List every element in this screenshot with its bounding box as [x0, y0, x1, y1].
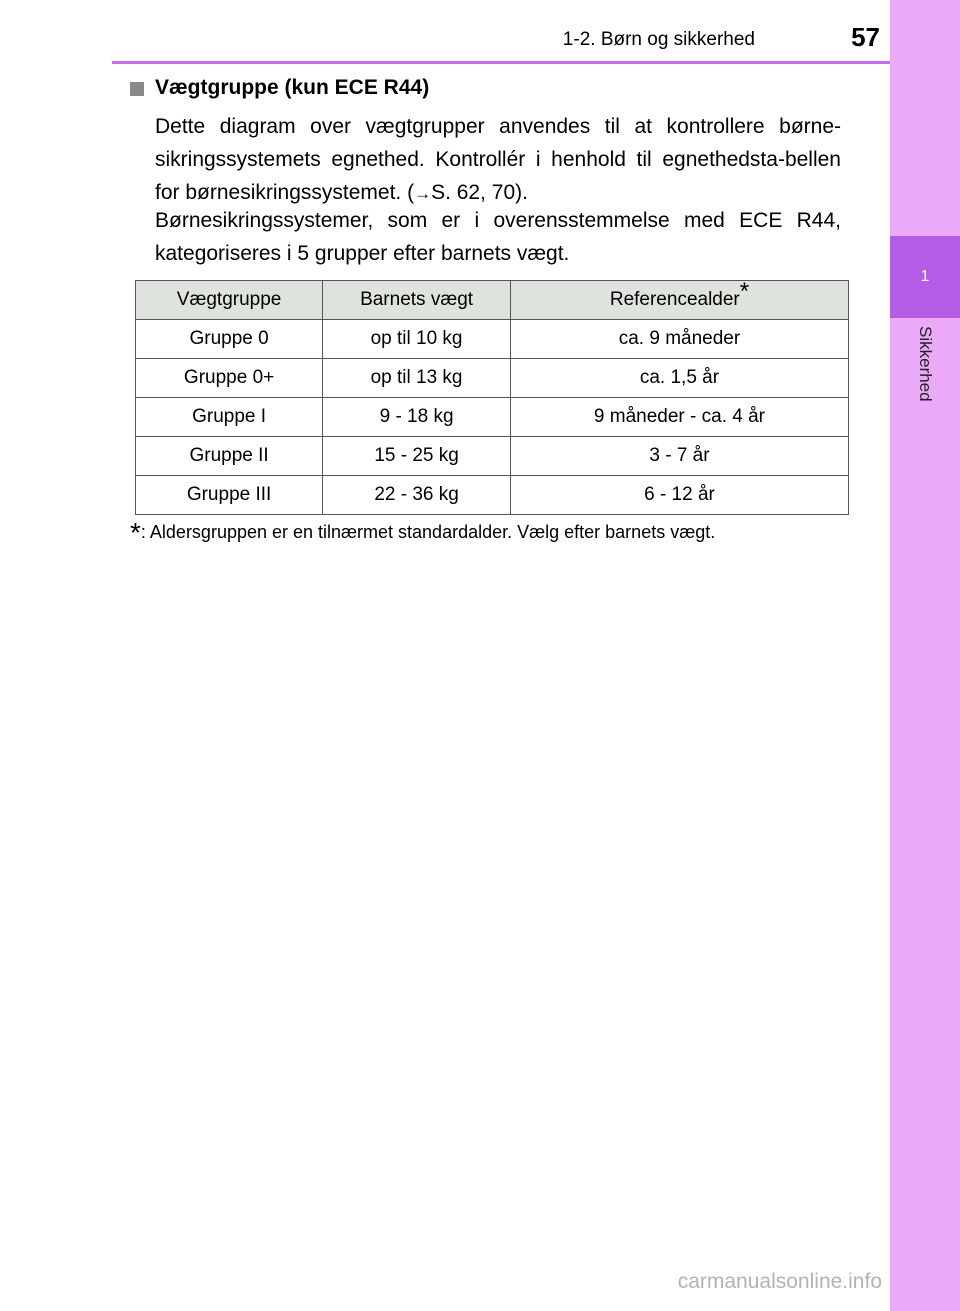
table-cell: op til 10 kg [323, 320, 511, 359]
table-header-cell [510, 278, 848, 320]
page-reference[interactable]: S. 62, 70). [431, 181, 528, 204]
table-row [136, 359, 849, 398]
running-header-title: 1-2. Børn og sikkerhed [562, 29, 755, 50]
table-header-cell [136, 281, 323, 320]
table-row [136, 398, 849, 437]
table-cell: Gruppe I [136, 398, 323, 437]
weight-group-table [135, 280, 849, 515]
footnote-marker: * [130, 517, 141, 548]
table-row [136, 437, 849, 476]
paragraph-intro-text: Dette diagram over vægtgrupper anvendes til at kontrollere børne-sikringssystemets egnethed. Kontrollér i henhold til egnethedsta-bellen for børnesikringssystemet. ( [155, 115, 841, 204]
side-tab-chapter-number: 1 [890, 236, 960, 318]
table-cell: Gruppe 0+ [136, 359, 323, 398]
watermark: carmanualsonline.info [677, 1270, 882, 1293]
section-heading: Vægtgruppe (kun ECE R44) [155, 76, 430, 99]
table-header-cell [323, 281, 511, 320]
table-cell: 9 måneder - ca. 4 år [510, 398, 848, 437]
header-weight-group: Vægtgruppe [176, 289, 282, 310]
table-cell: Gruppe 0 [136, 320, 323, 359]
table-cell: 15 - 25 kg [323, 437, 511, 476]
header-rule [112, 61, 890, 64]
header-child-weight: Barnets vægt [360, 289, 474, 310]
table-cell: Gruppe II [136, 437, 323, 476]
table-cell: Gruppe III [136, 476, 323, 515]
square-bullet-icon [130, 82, 144, 96]
table-cell: 9 - 18 kg [323, 398, 511, 437]
footnote [130, 517, 716, 548]
paragraph-groups: Børnesikringssystemer, som er i overensstemmelse med ECE R44, kategoriseres i 5 grupper efter barnets vægt. [155, 209, 841, 265]
footnote-text: : Aldersgruppen er en tilnærmet standardalder. Vælg efter barnets vægt. [140, 522, 716, 542]
arrow-right-icon: → [414, 184, 432, 203]
table-header-row [136, 281, 849, 320]
table-row [136, 320, 849, 359]
table-cell: op til 13 kg [323, 359, 511, 398]
footnote-marker: * [739, 278, 750, 305]
table-cell: 6 - 12 år [510, 476, 848, 515]
page-number: 57 [851, 22, 880, 52]
table-row [136, 476, 849, 515]
paragraph-intro [155, 110, 841, 210]
table-cell: 3 - 7 år [510, 437, 848, 476]
table-cell: 22 - 36 kg [323, 476, 511, 515]
table-cell: ca. 1,5 år [510, 359, 848, 398]
header-reference-age: Referencealder [609, 289, 740, 310]
side-tab-strip [890, 0, 960, 1311]
table-cell: ca. 9 måneder [510, 320, 848, 359]
side-tab-chapter-label: Sikkerhed [916, 326, 935, 402]
